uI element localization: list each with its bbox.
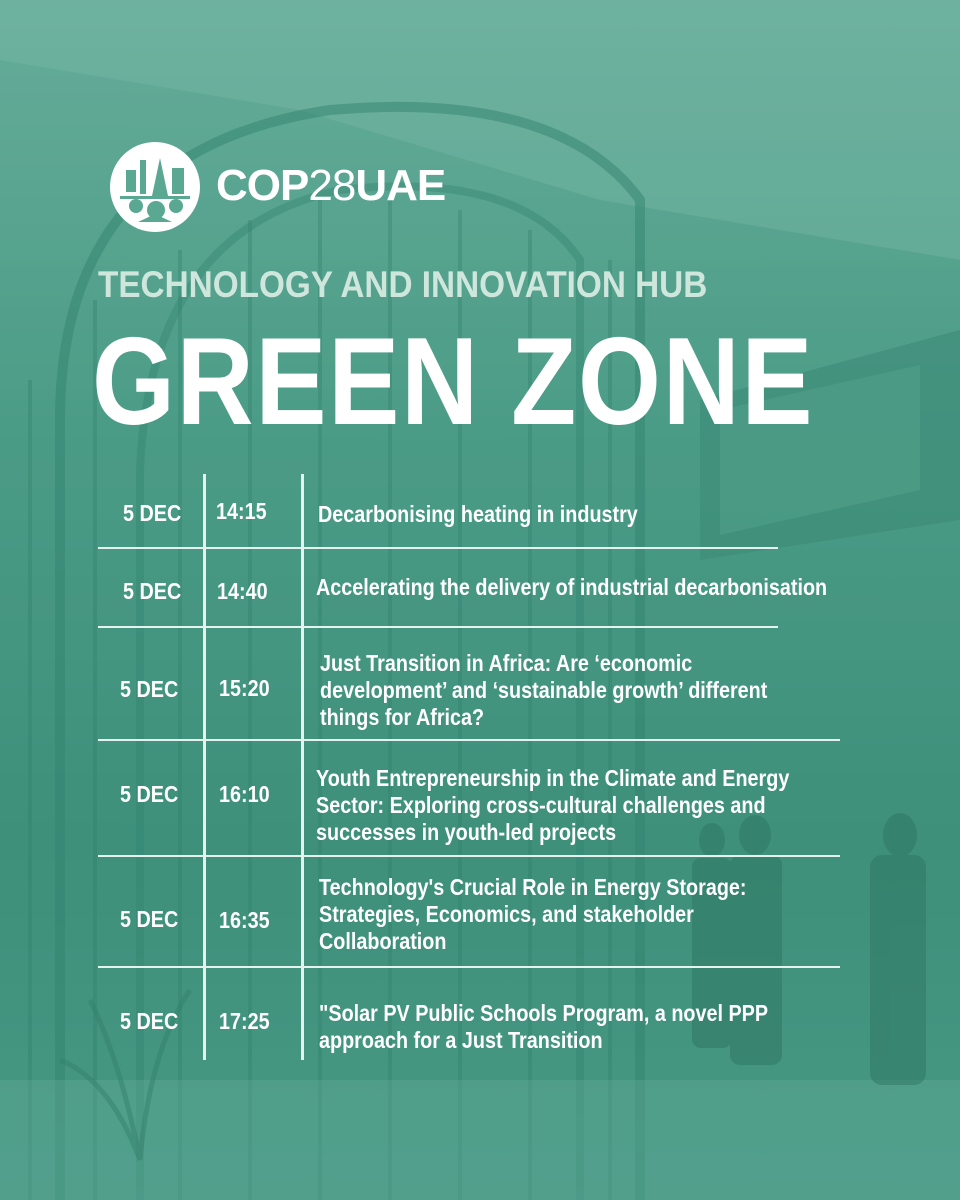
schedule-title-line: "Solar PV Public Schools Program, a novel PPP [319, 1000, 769, 1026]
schedule-title-line: Accelerating the delivery of industrial decarbonisation [316, 574, 828, 600]
column-divider-date [203, 474, 206, 1060]
column-divider-time [301, 474, 304, 1060]
row-divider [98, 966, 840, 968]
brand-suffix: UAE [355, 161, 446, 210]
schedule-title-line: Just Transition in Africa: Are ‘economic [320, 650, 693, 676]
schedule-title-line: Decarbonising heating in industry [318, 501, 638, 527]
row-divider [98, 855, 840, 857]
zone-title: GREEN ZONE [92, 313, 815, 451]
row-divider [98, 739, 840, 741]
schedule-title-line: Collaboration [319, 928, 447, 954]
schedule-title-line: Strategies, Economics, and stakeholder [319, 901, 694, 927]
schedule-time: 15:20 [219, 675, 270, 701]
schedule-title-line: things for Africa? [320, 704, 485, 730]
schedule-title [318, 501, 638, 528]
schedule-title [319, 874, 747, 955]
schedule-title-line: Sector: Exploring cross-cultural challenges and [316, 792, 766, 818]
schedule-time: 16:35 [219, 907, 270, 933]
schedule-date: 5 DEC [120, 781, 179, 807]
schedule-title-line: successes in youth-led projects [316, 819, 617, 845]
schedule-title-line: development’ and ‘sustainable growth’ different [320, 677, 768, 703]
brand-number: 28 [308, 161, 356, 210]
schedule-date: 5 DEC [120, 1008, 179, 1034]
brand-prefix: COP [216, 161, 309, 210]
row-divider [98, 626, 778, 628]
schedule-date: 5 DEC [120, 676, 179, 702]
schedule-date: 5 DEC [123, 578, 182, 604]
schedule-date: 5 DEC [123, 500, 182, 526]
schedule-title [316, 765, 789, 846]
schedule-title [319, 1000, 768, 1054]
hub-title: TECHNOLOGY AND INNOVATION HUB [98, 264, 708, 305]
schedule-title-line: approach for a Just Transition [319, 1027, 603, 1053]
schedule-time: 14:15 [216, 498, 267, 524]
schedule-title [320, 650, 767, 731]
schedule-time: 16:10 [219, 781, 270, 807]
schedule-title [316, 574, 827, 601]
schedule-time: 14:40 [217, 578, 268, 604]
schedule-date: 5 DEC [120, 906, 179, 932]
schedule-title-line: Youth Entrepreneurship in the Climate and Energy [316, 765, 790, 791]
row-divider [98, 547, 778, 549]
schedule-time: 17:25 [219, 1008, 270, 1034]
schedule-title-line: Technology's Crucial Role in Energy Storage: [319, 874, 747, 900]
